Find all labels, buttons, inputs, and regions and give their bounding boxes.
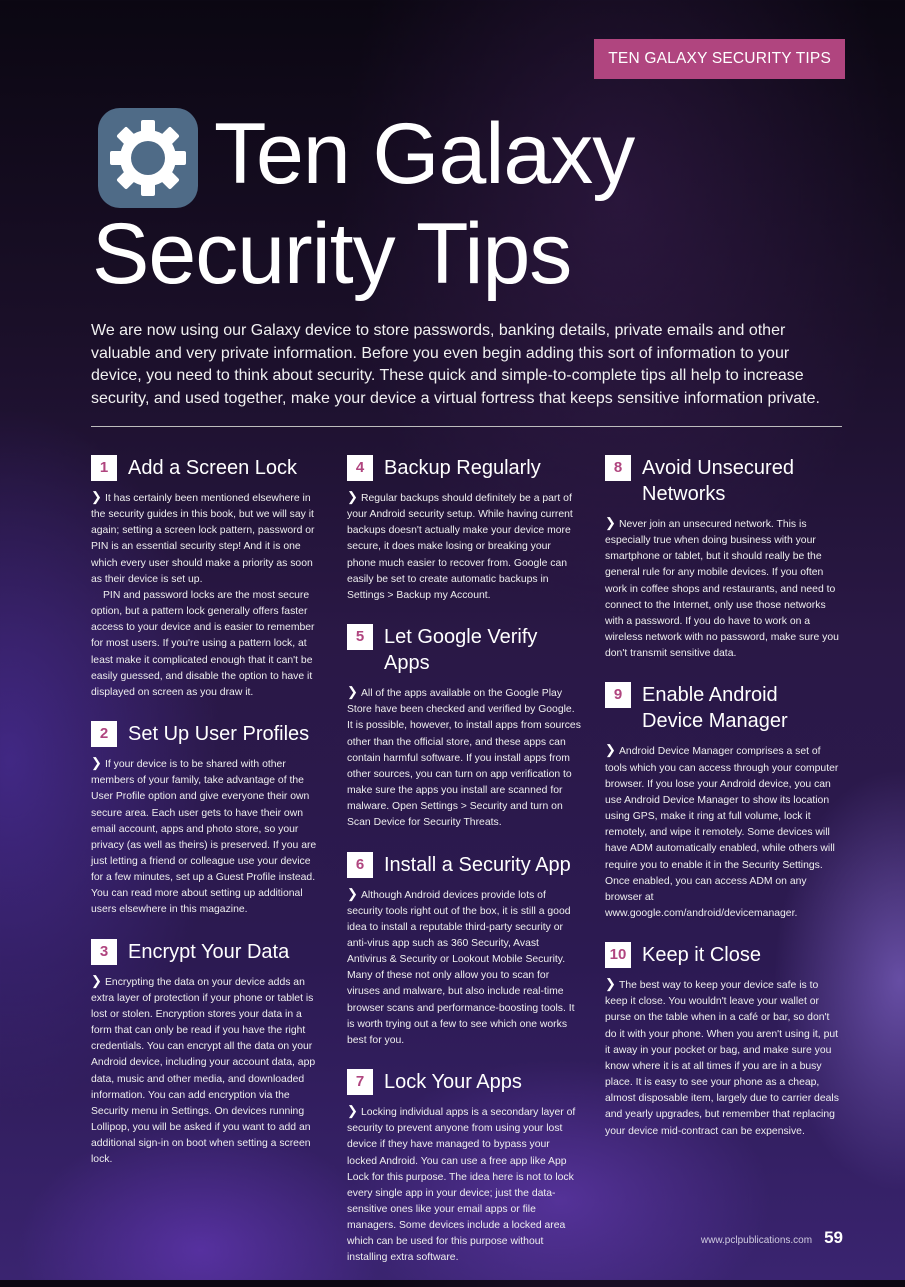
tip-body (605, 744, 839, 922)
tip-body-text: Encrypting the data on your device adds an extra layer of protection if your phone or tablet is lost or stolen. Encryption stores your data in a form that can only be read if you have the right credentials. You can encrypt all the data on your Android device, including your account data, app data, music and other media, and downloaded information. You can add encryption via the Security menu in Settings. On devices running Lollipop, you will be asked if you want to add an additional sign-in on boot when setting a screen lock. (91, 976, 316, 1166)
tip-title: Enable Android Device Manager (642, 684, 788, 733)
chevron-right-icon: ❯ (91, 489, 102, 504)
divider (91, 426, 842, 427)
tip-number-badge: 3 (91, 939, 117, 965)
chevron-right-icon: ❯ (91, 755, 102, 771)
tip-heading (605, 942, 839, 968)
tip-9 (605, 682, 839, 922)
tip-body (605, 517, 839, 662)
footer (701, 1228, 843, 1248)
tip-body-text: If your device is to be shared with other members of your family, take advantage of the User Profile option and give everyone their own secure area. Each user gets to have their own email account, apps and photo store, so your privacy (as well as theirs) is preserved. If you are just letting a friend or colleague use your device for a few minutes, set up a Guest Profile instead. You can read more about setting up additional users elsewhere in this magazine. (91, 759, 317, 916)
chevron-right-icon: ❯ (605, 742, 616, 758)
tip-body-text: Never join an unsecured network. This is especially true when doing business with your smartphone or tablet, but it should really be the general rule for any mobile devices. If you often work in coffee shops and restaurants, and need to connect to the Internet, only use those networks with a password. If you do have to work on a wireless network with no password, make sure you don't transmit sensitive data. (605, 519, 839, 660)
tip-number-badge: 9 (605, 682, 631, 708)
tip-body-text: Locking individual apps is a secondary layer of security to prevent anyone from using your lost device if they have managed to bypass your locked Android. You can use a free app like App Lock for this purpose. The idea here is not to lock every single app in your device; just the data-sensitive ones like your email apps or file managers. Some devices include a locked area which can be used for this purpose without installing extra software. (347, 1107, 576, 1264)
title-line-1: Ten Galaxy (214, 106, 635, 202)
tip-title: Set Up User Profiles (128, 723, 310, 746)
tip-body (91, 972, 325, 1169)
tip-body (347, 491, 581, 604)
tip-heading (91, 721, 325, 747)
footer-url: www.pclpublications.com (700, 1235, 813, 1246)
tip-body (347, 1105, 581, 1267)
tip-7 (347, 1069, 581, 1267)
tip-title: Let Google Verify Apps (384, 626, 538, 675)
tip-8 (605, 455, 839, 662)
intro-paragraph: We are now using our Galaxy device to store passwords, banking details, private emails and other valuable and very private information. Before you even begin adding this sort of information to your device, you need to think about security. These quick and simple-to-complete tips all help to increase security, and used together, make your device a virtual fortress that keeps sensitive information private. (91, 322, 820, 407)
chevron-right-icon: ❯ (347, 1103, 358, 1119)
tip-heading (605, 682, 839, 734)
tip-body-text: PIN and password locks are the most secure option, but a pattern lock generally offers faster access to your device and is easier to remember for most users. If you're using a pattern lock, at least make it complicated enough that it can't be easily guessed, and disable the option to have it displayed on screen as you draw it. (91, 589, 315, 698)
chevron-right-icon: ❯ (605, 515, 616, 530)
tip-number-badge: 6 (347, 852, 373, 878)
tip-heading (347, 852, 581, 878)
tip-heading (347, 1069, 581, 1095)
tip-title: Add a Screen Lock (128, 457, 297, 479)
tip-title: Encrypt Your Data (128, 940, 290, 963)
page-number: 59 (824, 1228, 843, 1247)
chevron-right-icon: ❯ (347, 885, 358, 901)
tip-heading (91, 939, 325, 965)
tip-body-text: Regular backups should definitely be a part of your Android security setup. While having current backups doesn't actually make your device more secure, it does make losing or breaking your phone much easier to recover from. Google can easily be set to create automatic backups in Settings > Backup my Account. (347, 493, 573, 601)
tip-number-badge: 2 (91, 721, 117, 747)
tip-body (605, 978, 839, 1140)
tip-number-badge: 7 (347, 1069, 373, 1095)
tip-title: Install a Security App (384, 853, 571, 876)
tip-heading (347, 624, 581, 676)
tip-number-badge: 5 (347, 624, 373, 650)
tip-title: Keep it Close (642, 944, 761, 967)
tip-title: Backup Regularly (384, 457, 541, 479)
tip-heading (605, 455, 839, 507)
tip-number-badge: 4 (347, 455, 373, 481)
chevron-right-icon: ❯ (605, 976, 616, 992)
tip-3 (91, 939, 325, 1169)
column-2 (347, 455, 581, 1287)
tip-body (91, 757, 325, 919)
column-1 (91, 455, 325, 1188)
tip-body-text: It has certainly been mentioned elsewhere in the security guides in this book, but we will say it again; setting a screen lock pattern, password or PIN is an essential security step! And it is one which every user should make a priority as soon as their device is set up. (91, 493, 315, 585)
chevron-right-icon: ❯ (347, 489, 358, 504)
tip-body-text: Android Device Manager comprises a set of tools which you can access through your computer browser. If you lose your Android device, you can use Android Device Manager to show its location using GPS, make it ring at full volume, lock it remotely, and wipe it remotely. Some devices will have ADM automatically enabled, while others will require you to enable it in the Security Settings. Once enabled, you can access ADM on any browser at www.google.com/android/devicemanager. (605, 746, 839, 919)
tip-2 (91, 721, 325, 919)
tip-5 (347, 624, 581, 831)
chevron-right-icon: ❯ (91, 972, 102, 988)
chevron-right-icon: ❯ (347, 684, 358, 700)
tip-body (91, 491, 325, 588)
tip-heading (91, 455, 325, 481)
tip-body (347, 885, 581, 1050)
tip-number-badge: 8 (605, 455, 631, 481)
tip-body-text: Although Android devices provide lots of security tools right out of the box, it is still a good idea to install a reputable third-party security or anti-virus app such as 360 Security, Avast Antivirus & Security or Lookout Mobile Security. Many of these not only allow you to scan for viruses and malware, but also include real-time browser scans and performance-boosting tools. It is worth trying out a few to see which one works best for you. (347, 889, 575, 1046)
tip-title: Avoid Unsecured Networks (642, 457, 794, 505)
tip-1 (91, 455, 325, 701)
section-tag: TEN GALAXY SECURITY TIPS (594, 39, 845, 79)
tip-body-text: All of the apps available on the Google Play Store have been checked and verified by Google. It is possible, however, to install apps from sources other than the official store, and these apps can contain harmful software. If you install apps from other sources, you can turn on app verification to make sure the apps you install are scanned for malware. Open Settings > Security and turn on Scan Device for Security Threats. (347, 688, 581, 829)
tip-heading (347, 455, 581, 481)
tip-body (347, 686, 581, 831)
tip-body (91, 588, 325, 701)
page-title (92, 104, 634, 304)
title-line-2: Security Tips (92, 206, 572, 302)
tip-4 (347, 455, 581, 604)
tip-title: Lock Your Apps (384, 1071, 522, 1094)
tip-6 (347, 852, 581, 1050)
tip-number-badge: 10 (605, 942, 631, 968)
tip-10 (605, 942, 839, 1140)
tip-body-text: The best way to keep your device safe is to keep it close. You wouldn't leave your wallet or purse on the table when in a café or bar, so don't do it with your phone. When you aren't using it, put it away in your pocket or bag, and make sure you know where it is at all times if you are in a busy place. It is easy to see your phone as a cheap, almost disposable item, largely due to carrier deals and yearly upgrades, but remember that replacing your device mid-contract can be expensive. (605, 980, 839, 1137)
column-3 (605, 455, 839, 1160)
tip-number-badge: 1 (91, 455, 117, 481)
